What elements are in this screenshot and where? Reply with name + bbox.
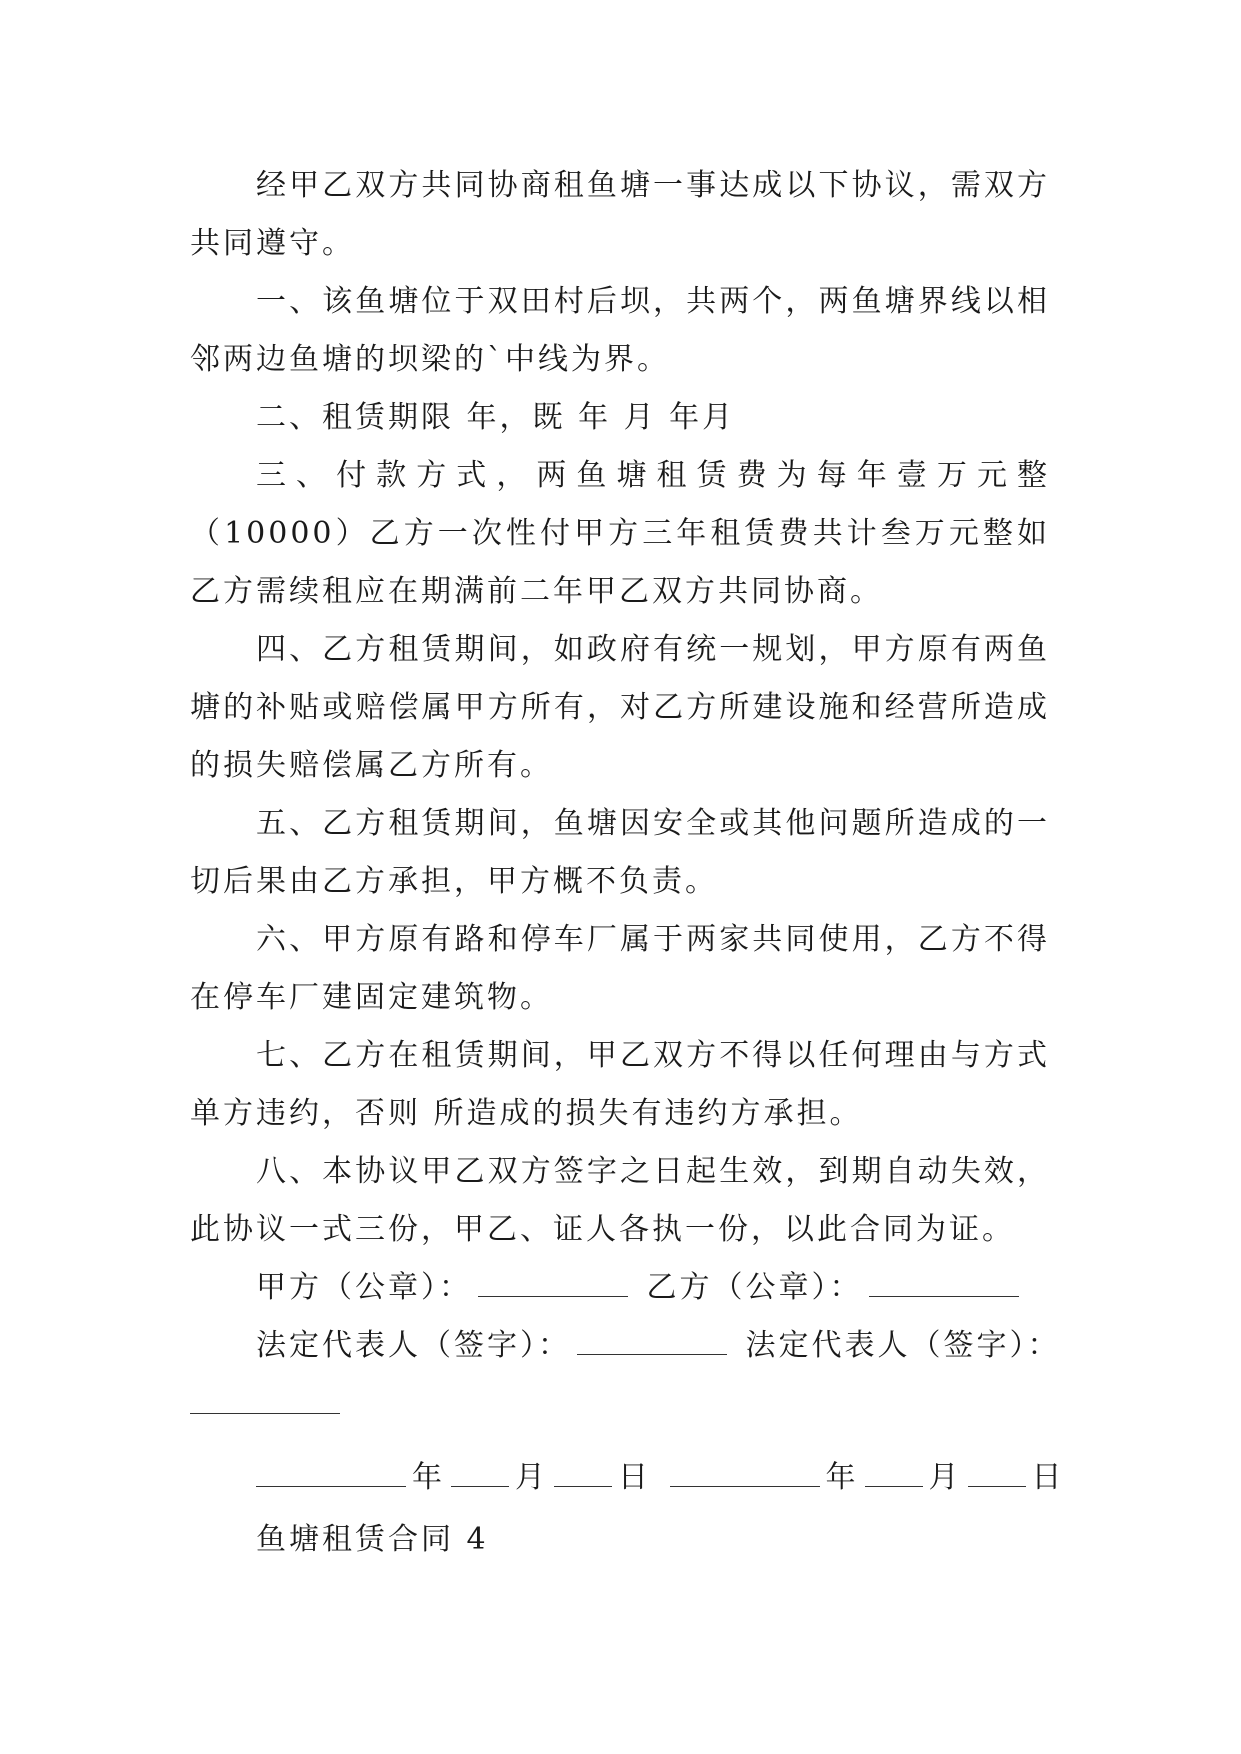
date-b-day-blank[interactable] [968, 1464, 1026, 1487]
date-b-year-label: 年 [825, 1460, 859, 1495]
date-a-month-blank[interactable] [451, 1464, 509, 1487]
clause-5: 五、乙方租赁期间，鱼塘因安全或其他问题所造成的一切后果由乙方承担，甲方概不负责。 [190, 806, 1050, 899]
clause-7: 七、乙方在租赁期间，甲乙双方不得以任何理由与方式单方违约，否则 所造成的损失有违约方承担。 [190, 1038, 1050, 1131]
party-a-seal-blank[interactable] [478, 1274, 628, 1297]
party-a-seal-label: 甲方（公章）： [256, 1270, 472, 1305]
clause-2: 二、租赁期限 年，既 年 月 年月 [256, 400, 736, 435]
contract-body [190, 157, 1065, 1569]
rep-b-signature-blank[interactable] [190, 1391, 340, 1414]
clause-4: 四、乙方租赁期间，如政府有统一规划，甲方原有两鱼塘的补贴或赔偿属甲方所有，对乙方所建设施和经营所造成的损失赔偿属乙方所有。 [190, 632, 1050, 783]
date-a-year-label: 年 [412, 1460, 445, 1495]
representative-signature-line [190, 1317, 1061, 1375]
date-a-day-label: 日 [618, 1460, 651, 1495]
intro-paragraph: 经甲乙双方共同协商租鱼塘一事达成以下协议，需双方共同遵守。 [190, 168, 1050, 261]
clause-3: 三、付款方式，两鱼塘租赁费为每年壹万元整（10000）乙方一次性付甲方三年租赁费共计叁万元整如乙方需续租应在期满前二年甲乙双方共同协商。 [190, 458, 1050, 609]
date-a-year-blank[interactable] [256, 1464, 406, 1487]
date-a-month-label: 月 [515, 1460, 548, 1495]
date-b-day-label: 日 [1031, 1460, 1065, 1495]
date-b-month-label: 月 [928, 1460, 962, 1495]
party-b-seal-blank[interactable] [869, 1274, 1019, 1297]
rep-b-signature-row [190, 1385, 1050, 1443]
rep-a-label: 法定代表人（签字）： [256, 1328, 571, 1363]
date-b-month-blank[interactable] [865, 1464, 923, 1487]
date-a-day-blank[interactable] [554, 1464, 612, 1487]
next-contract-heading: 鱼塘租赁合同 4 [256, 1522, 489, 1557]
date-line [190, 1449, 1065, 1507]
clause-6: 六、甲方原有路和停车厂属于两家共同使用，乙方不得在停车厂建固定建筑物。 [190, 922, 1050, 1015]
seal-signature-line [190, 1259, 1050, 1317]
rep-a-signature-blank[interactable] [577, 1332, 727, 1355]
rep-b-label: 法定代表人（签字）： [745, 1328, 1061, 1363]
clause-8: 八、本协议甲乙双方签字之日起生效，到期自动失效，此协议一式三份，甲乙、证人各执一份，以此合同为证。 [190, 1154, 1050, 1247]
clause-1: 一、该鱼塘位于双田村后坝，共两个，两鱼塘界线以相邻两边鱼塘的坝梁的`中线为界。 [190, 284, 1050, 377]
date-b-year-blank[interactable] [670, 1464, 820, 1487]
party-b-seal-label: 乙方（公章）： [646, 1270, 863, 1305]
